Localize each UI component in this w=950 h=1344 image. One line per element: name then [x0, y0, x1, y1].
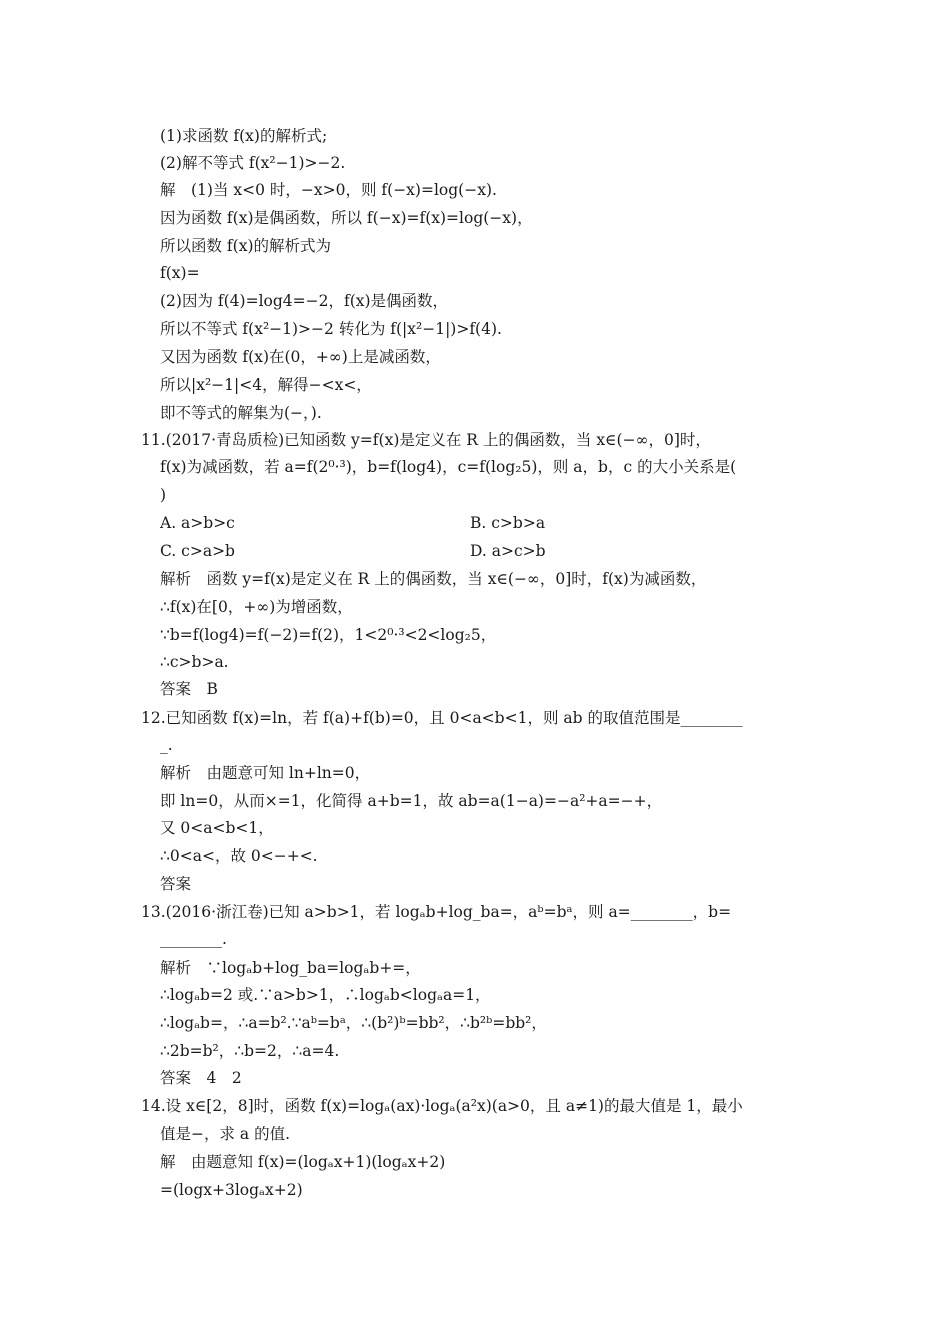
- answer-line: 答案: [160, 875, 192, 893]
- text-line: ): [160, 486, 167, 504]
- question-14: 14.设 x∈[2，8]时，函数 f(x)=logₐ(ax)·logₐ(a²x)(a>0，且 a≠1)的最大值是 1，最小: [141, 1097, 743, 1115]
- text-line: f(x)为减函数，若 a=f(2⁰·³)，b=f(log4)，c=f(log₂5)，则 a，b，c 的大小关系是(: [160, 458, 737, 476]
- question-11: 11.(2017·青岛质检)已知函数 y=f(x)是定义在 R 上的偶函数，当 x∈(−∞，0]时，: [141, 431, 711, 449]
- text-line: 又 0<a<b<1，: [160, 819, 274, 837]
- text-line: _.: [160, 736, 173, 754]
- text-line: 因为函数 f(x)是偶函数，所以 f(−x)=f(x)=log(−x)，: [160, 209, 533, 227]
- text-line: 所以|x²−1|<4，解得−<x<，: [160, 376, 372, 394]
- text-line: ∴logₐb=，∴a=b².∵aᵇ=bᵃ，∴(b²)ᵇ=bb²，∴b²ᵇ=bb²，: [160, 1014, 547, 1032]
- text-line: 又因为函数 f(x)在(0，+∞)上是减函数，: [160, 348, 441, 366]
- answer-line: 答案 B: [160, 680, 218, 698]
- solution-line: 解 由题意知 f(x)=(logₐx+1)(logₐx+2): [160, 1153, 446, 1171]
- text-line: ________.: [160, 930, 227, 948]
- text-line: 解 (1)当 x<0 时，−x>0，则 f(−x)=log(−x).: [160, 181, 497, 199]
- question-12: 12.已知函数 f(x)=ln，若 f(a)+f(b)=0，且 0<a<b<1，则 ab 的取值范围是________: [141, 709, 743, 727]
- text-line: f(x)=: [160, 264, 200, 282]
- option-b: B. c>b>a: [470, 514, 546, 532]
- text-line: ∴f(x)在[0，+∞)为增函数，: [160, 598, 353, 616]
- question-13: 13.(2016·浙江卷)已知 a>b>1，若 logₐb+log_ba=，aᵇ=bᵃ，则 a=________，b=: [141, 903, 732, 921]
- analysis-line: 解析 函数 y=f(x)是定义在 R 上的偶函数，当 x∈(−∞，0]时，f(x)为减函数，: [160, 570, 707, 588]
- text-line: =(logx+3logₐx+2): [160, 1181, 303, 1199]
- text-line: ∴0<a<，故 0<−+<.: [160, 847, 318, 865]
- text-line: ∵b=f(log4)=f(−2)=f(2)，1<2⁰·³<2<log₂5，: [160, 626, 497, 644]
- option-c: C. c>a>b: [160, 542, 235, 560]
- text-line: ∴c>b>a.: [160, 653, 229, 671]
- text-line: 所以不等式 f(x²−1)>−2 转化为 f(|x²−1|)>f(4).: [160, 320, 502, 338]
- answer-line: 答案 4 2: [160, 1069, 242, 1087]
- text-line: (2)解不等式 f(x²−1)>−2.: [160, 154, 346, 172]
- analysis-line: 解析 ∵logₐb+log_ba=logₐb+=，: [160, 959, 421, 977]
- text-line: 值是−，求 a 的值.: [160, 1125, 291, 1143]
- text-line: ∴logₐb=2 或.∵a>b>1，∴logₐb<logₐa=1，: [160, 986, 491, 1004]
- text-line: (2)因为 f(4)=log4=−2，f(x)是偶函数，: [160, 292, 449, 310]
- analysis-line: 解析 由题意可知 ln+ln=0，: [160, 764, 371, 782]
- text-line: ∴2b=b²，∴b=2，∴a=4.: [160, 1042, 340, 1060]
- option-a: A. a>b>c: [160, 514, 235, 532]
- text-line: (1)求函数 f(x)的解析式;: [160, 127, 328, 145]
- text-line: 即 ln=0，从而×=1，化简得 a+b=1，故 ab=a(1−a)=−a²+a=−+，: [160, 792, 663, 810]
- option-d: D. a>c>b: [470, 542, 546, 560]
- text-line: 所以函数 f(x)的解析式为: [160, 237, 332, 255]
- text-line: 即不等式的解集为(−，).: [160, 404, 322, 422]
